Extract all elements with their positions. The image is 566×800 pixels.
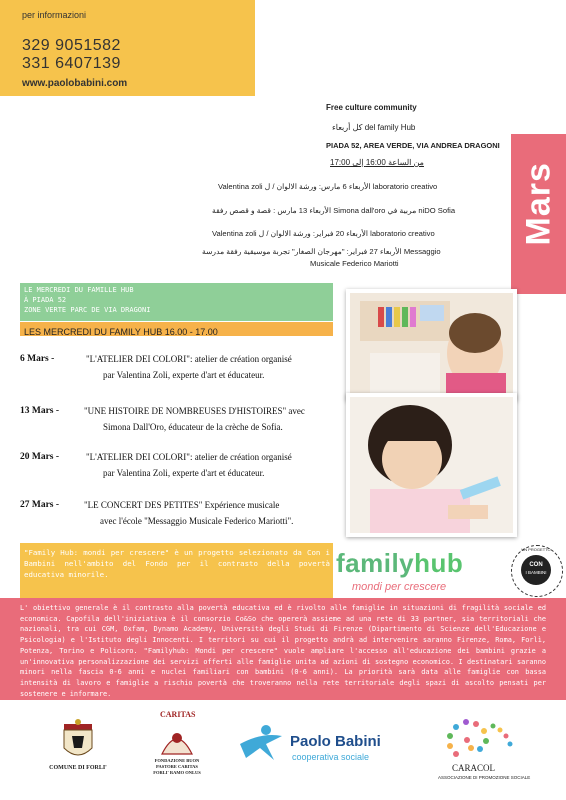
info-line-3: Valentina zoli الأربعاء 20 فبراير: ورشة الالوان / ل laboratorio creativo [212, 229, 435, 238]
fondazione-label: FONDAZIONE BUON PASTORE CARITAS FORLI' RAMO ONLUS [153, 758, 201, 775]
familyhub-logo [336, 548, 463, 579]
con-logo-bottom: I BAMBINI [525, 570, 547, 575]
comune-crest-icon [58, 718, 98, 764]
caritas-label: CARITAS [160, 710, 196, 719]
website-link[interactable]: www.paolobabini.com [22, 78, 128, 89]
month-title: Mars [519, 162, 558, 246]
logo-hub-word: hub [414, 548, 464, 578]
event-text-1b: par Valentina Zoli, experte d'art et éducateur. [103, 370, 265, 380]
french-banner [20, 283, 333, 321]
event-text-3b: par Valentina Zoli, experte d'art et éducateur. [103, 468, 265, 478]
info-place: PIADA 52, AREA VERDE, VIA ANDREA DRAGONI [326, 141, 500, 150]
phone-number-2: 331 6407139 [22, 55, 121, 72]
event-date-2: 13 Mars - [20, 406, 60, 416]
info-hub-arabic: كل أربعاء del family Hub [332, 123, 416, 132]
banner-line-1: LE MERCREDI DU FAMILLE HUB [24, 286, 134, 294]
info-community: Free culture community [326, 103, 417, 112]
caracol-name: CARACOL [452, 763, 496, 773]
description-paragraph: L' obiettivo generale è il contrasto alla povertà educativa ed è rivolto alle famiglie in situazioni di fragilità sociale ed economica. Capofila dell'iniziativa è il consorzio Co&So che opererà assieme ad una rete di 33 partner, sia territoriali che nazionali, tra cui CGM, Oxfam, Dynamo Academy, Università degli Studi di Firenze (Dipartimento di Scienze dell'Educazione e Psicologia) e l'Istituto degli Innocenti. I territori su cui il progetto andrà ad intervenire saranno Firenze, Roma, Forlì, Potenza, Torino e Policoro. "Familyhub: Mondi per crescere" vuole ampliare l'accesso all'educazione dei bambini grazie a un'innovativa personalizzazione dei servizi offerti alle famiglie unita ad azioni di sostegno economico. I destinatari saranno minori nella fascia 0-6 anni e nuclei familiari con bambini (0-6 anni). La priorità sarà data alle famiglie con bassa intensità di lavoro e famiglie a rischio povertà che troveranno nella rete territoriale degli spazi di ascolto pensati per sostenere e informare. [20, 604, 546, 698]
contact-block [0, 0, 255, 96]
logo-family-word: family [336, 548, 415, 578]
info-line-5: Musicale Federico Mariotti [310, 259, 399, 268]
contact-label: per informazioni [22, 10, 87, 20]
banner-line-2: À PIADA 52 [24, 296, 67, 304]
caracol-spiral-icon [438, 714, 528, 764]
event-text-4a: "LE CONCERT DES PETITES" Expérience musicale [84, 500, 280, 510]
info-time: من الساعة 16:00 إلى 17:00 [330, 158, 424, 167]
event-text-2b: Simona Dall'Oro, éducateur de la crèche de Sofia. [103, 422, 283, 432]
schedule-bar [20, 322, 333, 336]
event-date-1: 6 Mars - [20, 354, 55, 364]
banner-line-3: ZONE VERTE PARC DE VIA DRAGONI [24, 306, 151, 314]
schedule-text: LES MERCREDI DU FAMILY HUB 16.00 - 17.00 [24, 327, 218, 337]
paolo-babini-figure-icon [236, 722, 286, 762]
photo-girl-scissors [346, 393, 517, 537]
photo-children-painting [346, 289, 517, 401]
info-line-2: الأربعاء 13 مارس : قصة و قصص رفقة Simona dall'oro مربية في niDO Sofia [212, 206, 456, 215]
event-date-4: 27 Mars - [20, 500, 60, 510]
info-line-1: Valentina zoli الأربعاء 6 مارس: ورشة الالوان / ل laboratorio creativo [218, 182, 438, 191]
paolo-babini-sub: cooperativa sociale [292, 752, 370, 762]
con-logo-top: UN PROGETTO [521, 547, 551, 552]
info-line-4: الأربعاء 27 فبراير: "مهرجان الصغار" تجربة موسيقية رفقة مدرسة Messaggio [202, 247, 441, 256]
logo-tagline: mondi per crescere [352, 581, 447, 593]
project-paragraph: "Family Hub: mondi per crescere" è un progetto selezionato da Con i Bambini nell'ambito del Fondo per il contrasto della povertà educativa minorile. [24, 548, 330, 579]
phone-number-1: 329 9051582 [22, 37, 121, 54]
caracol-sub: ASSOCIAZIONE DI PROMOZIONE SOCIALE [438, 775, 531, 780]
event-text-2a: "UNE HISTOIRE DE NOMBREUSES D'HISTOIRES" avec [84, 406, 305, 416]
event-date-3: 20 Mars - [20, 452, 60, 462]
comune-label: COMUNE DI FORLI' [49, 765, 107, 771]
event-text-4b: avec l'école "Messaggio Musicale Federico Mariotti". [100, 516, 294, 526]
event-text-3a: "L'ATELIER DEI COLORI": atelier de création organisé [86, 452, 292, 462]
caritas-emblem-icon [158, 722, 196, 756]
event-text-1a: "L'ATELIER DEI COLORI": atelier de création organisé [86, 354, 292, 364]
paolo-babini-name: Paolo Babini [290, 733, 381, 750]
con-logo-mid: CON [529, 562, 543, 568]
